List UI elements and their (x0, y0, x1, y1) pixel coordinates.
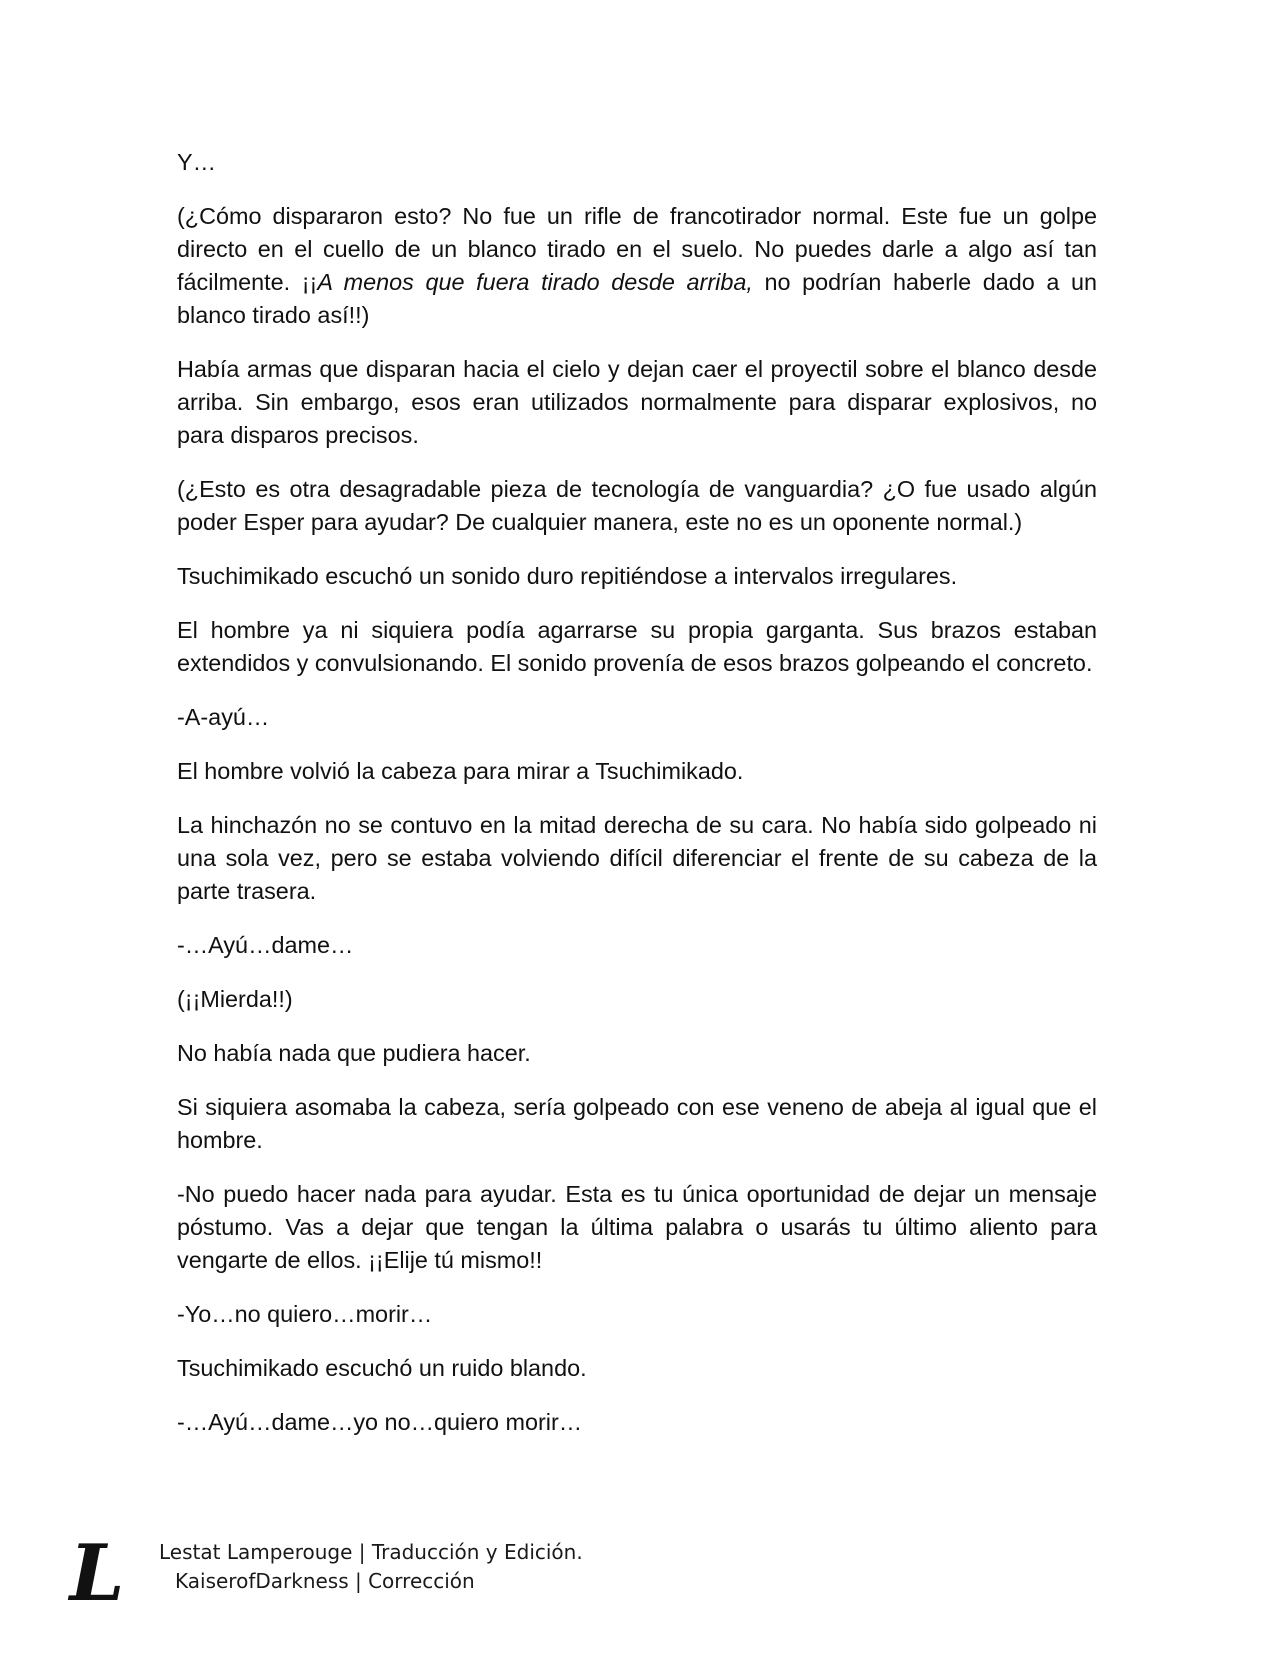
paragraph-2-start: (¿Cómo dispararon esto? No fue un rifle de francotirador normal. Este fue un golpe directo en el cuello de un blanco tirado en el suelo. No puedes darle a algo así tan fácilmente. ¡¡ (177, 203, 1097, 295)
footer-credits (159, 1538, 583, 1596)
paragraph-12: No había nada que pudiera hacer. (177, 1040, 531, 1066)
paragraph-14: -No puedo hacer nada para ayudar. Esta es tu única oportunidad de dejar un mensaje póstumo. Vas a dejar que tengan la última palabra o usarás tu último aliento para vengarte de ellos. ¡¡Elije tú mismo!! (177, 1181, 1097, 1273)
paragraph-7: -A-ayú… (177, 704, 270, 730)
logo-letter: L (69, 1534, 125, 1610)
paragraph-5: Tsuchimikado escuchó un sonido duro repitiéndose a intervalos irregulares. (177, 563, 958, 589)
footer-credit-translation: Lestat Lamperouge | Traducción y Edición. (159, 1540, 583, 1564)
paragraph-6: El hombre ya ni siquiera podía agarrarse su propia garganta. Sus brazos estaban extendidos y convulsionando. El sonido provenía de esos brazos golpeando el concreto. (177, 617, 1097, 676)
document-body (177, 146, 1097, 1460)
paragraph-16: Tsuchimikado escuchó un ruido blando. (177, 1355, 587, 1381)
paragraph-9: La hinchazón no se contuvo en la mitad derecha de su cara. No había sido golpeado ni una sola vez, pero se estaba volviendo difícil diferenciar el frente de su cabeza de la parte trasera. (177, 812, 1097, 904)
paragraph-13: Si siquiera asomaba la cabeza, sería golpeado con ese veneno de abeja al igual que el hombre. (177, 1094, 1097, 1153)
paragraph-2 (177, 200, 1097, 332)
paragraph-1: Y… (177, 149, 216, 175)
paragraph-4: (¿Esto es otra desagradable pieza de tecnología de vanguardia? ¿O fue usado algún poder Esper para ayudar? De cualquier manera, este no es un oponente normal.) (177, 476, 1097, 535)
footer-credit-correction: KaiserofDarkness | Corrección (175, 1569, 475, 1593)
gothic-l-logo-icon (66, 1534, 128, 1610)
paragraph-11: (¡¡Mierda!!) (177, 986, 293, 1012)
paragraph-15: -Yo…no quiero…morir… (177, 1301, 433, 1327)
paragraph-2-end: no podrían haberle dado a un blanco tirado así!!) (177, 269, 1097, 328)
page-footer (66, 1534, 626, 1624)
paragraph-8: El hombre volvió la cabeza para mirar a Tsuchimikado. (177, 758, 744, 784)
paragraph-10: -…Ayú…dame… (177, 932, 354, 958)
paragraph-3: Había armas que disparan hacia el cielo y dejan caer el proyectil sobre el blanco desde arriba. Sin embargo, esos eran utilizados normalmente para disparar explosivos, no para disparos precisos. (177, 356, 1097, 448)
paragraph-2-italic: A menos que fuera tirado desde arriba, (317, 269, 753, 295)
paragraph-17: -…Ayú…dame…yo no…quiero morir… (177, 1409, 583, 1435)
